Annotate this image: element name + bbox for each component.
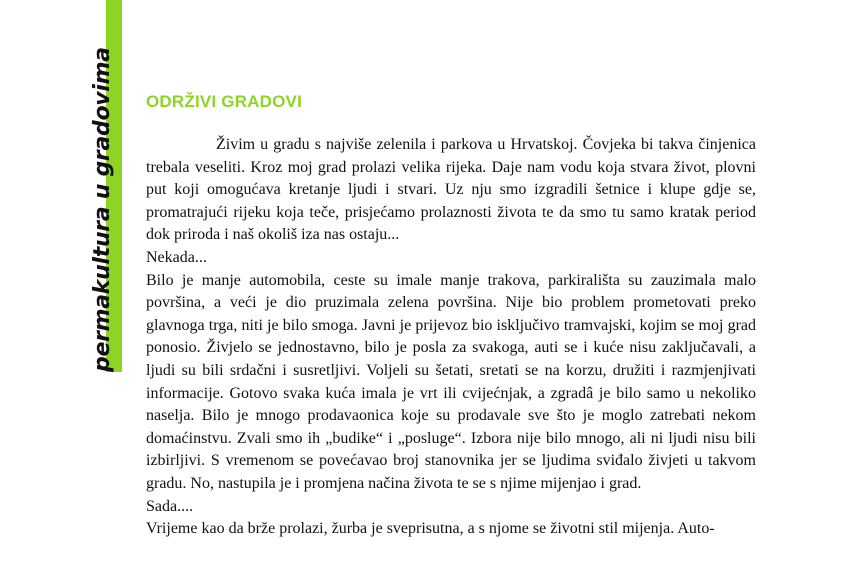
subheading-sada: Sada.... <box>146 497 194 515</box>
paragraph-intro: Živim u gradu s najviše zelenila i parkova u Hrvatskoj. Čovjeka bi takva činjenica trebala veseliti. Kroz moj grad prolazi velika rijeka. Daje nam vodu koja stvara život, plovni put koji omogućava kretanje ljudi i stvari. Uz nju smo izgradili šetnice i klupe gdje se, promatrajući rijeku koja teče, prisjećamo prolaznosti života te da smo tu samo kratak period dok priroda i naš okoliš iza nas ostaju... <box>146 136 756 244</box>
section-title: permakultura u gradovima <box>90 47 115 372</box>
article-heading: ODRŽIVI GRADOVI <box>146 92 303 111</box>
article <box>146 92 756 541</box>
subheading-nekada: Nekada... <box>146 248 207 266</box>
paragraph-present: Vrijeme kao da brže prolazi, žurba je sveprisutna, a s njome se životni stil mijenja. Auto- <box>146 520 715 538</box>
paragraph-past: Bilo je manje automobila, ceste su imale manje trakova, parkirališta su zauzimala malo površina, a veći je dio pruzimala zelena površina. Nije bio problem prometovati preko glavnoga trga, niti je bilo smoga. Javni je prijevoz bio isključivo tramvajski, kojim se moj grad ponosio. Živjelo se jednostavno, bilo je posla za svakoga, auti se i kuće nisu zaključavali, a ljudi su bili srdačni i susretljivi. Voljeli su šetati, sretati se na korzu, družiti i razmjenjivati informacije. Gotovo svaka kuća imala je vrt ili cvijećnjak, a zgradâ je bilo samo u nekoliko naselja. Bilo je mnogo prodavaonica koje su prodavale sve što je moglo zatrebati nekom domaćinstvu. Zvali smo ih „budike“ i „posluge“. Izbora nije bilo mnogo, ali ni ljudi nisu bili izbirljivi. S vremenom se povećavao broj stanovnika jer se ljudima sviđalo živjeti u takvom gradu. No, nastupila je i promjena načina života te se s njime mijenjao i grad. <box>146 271 756 492</box>
